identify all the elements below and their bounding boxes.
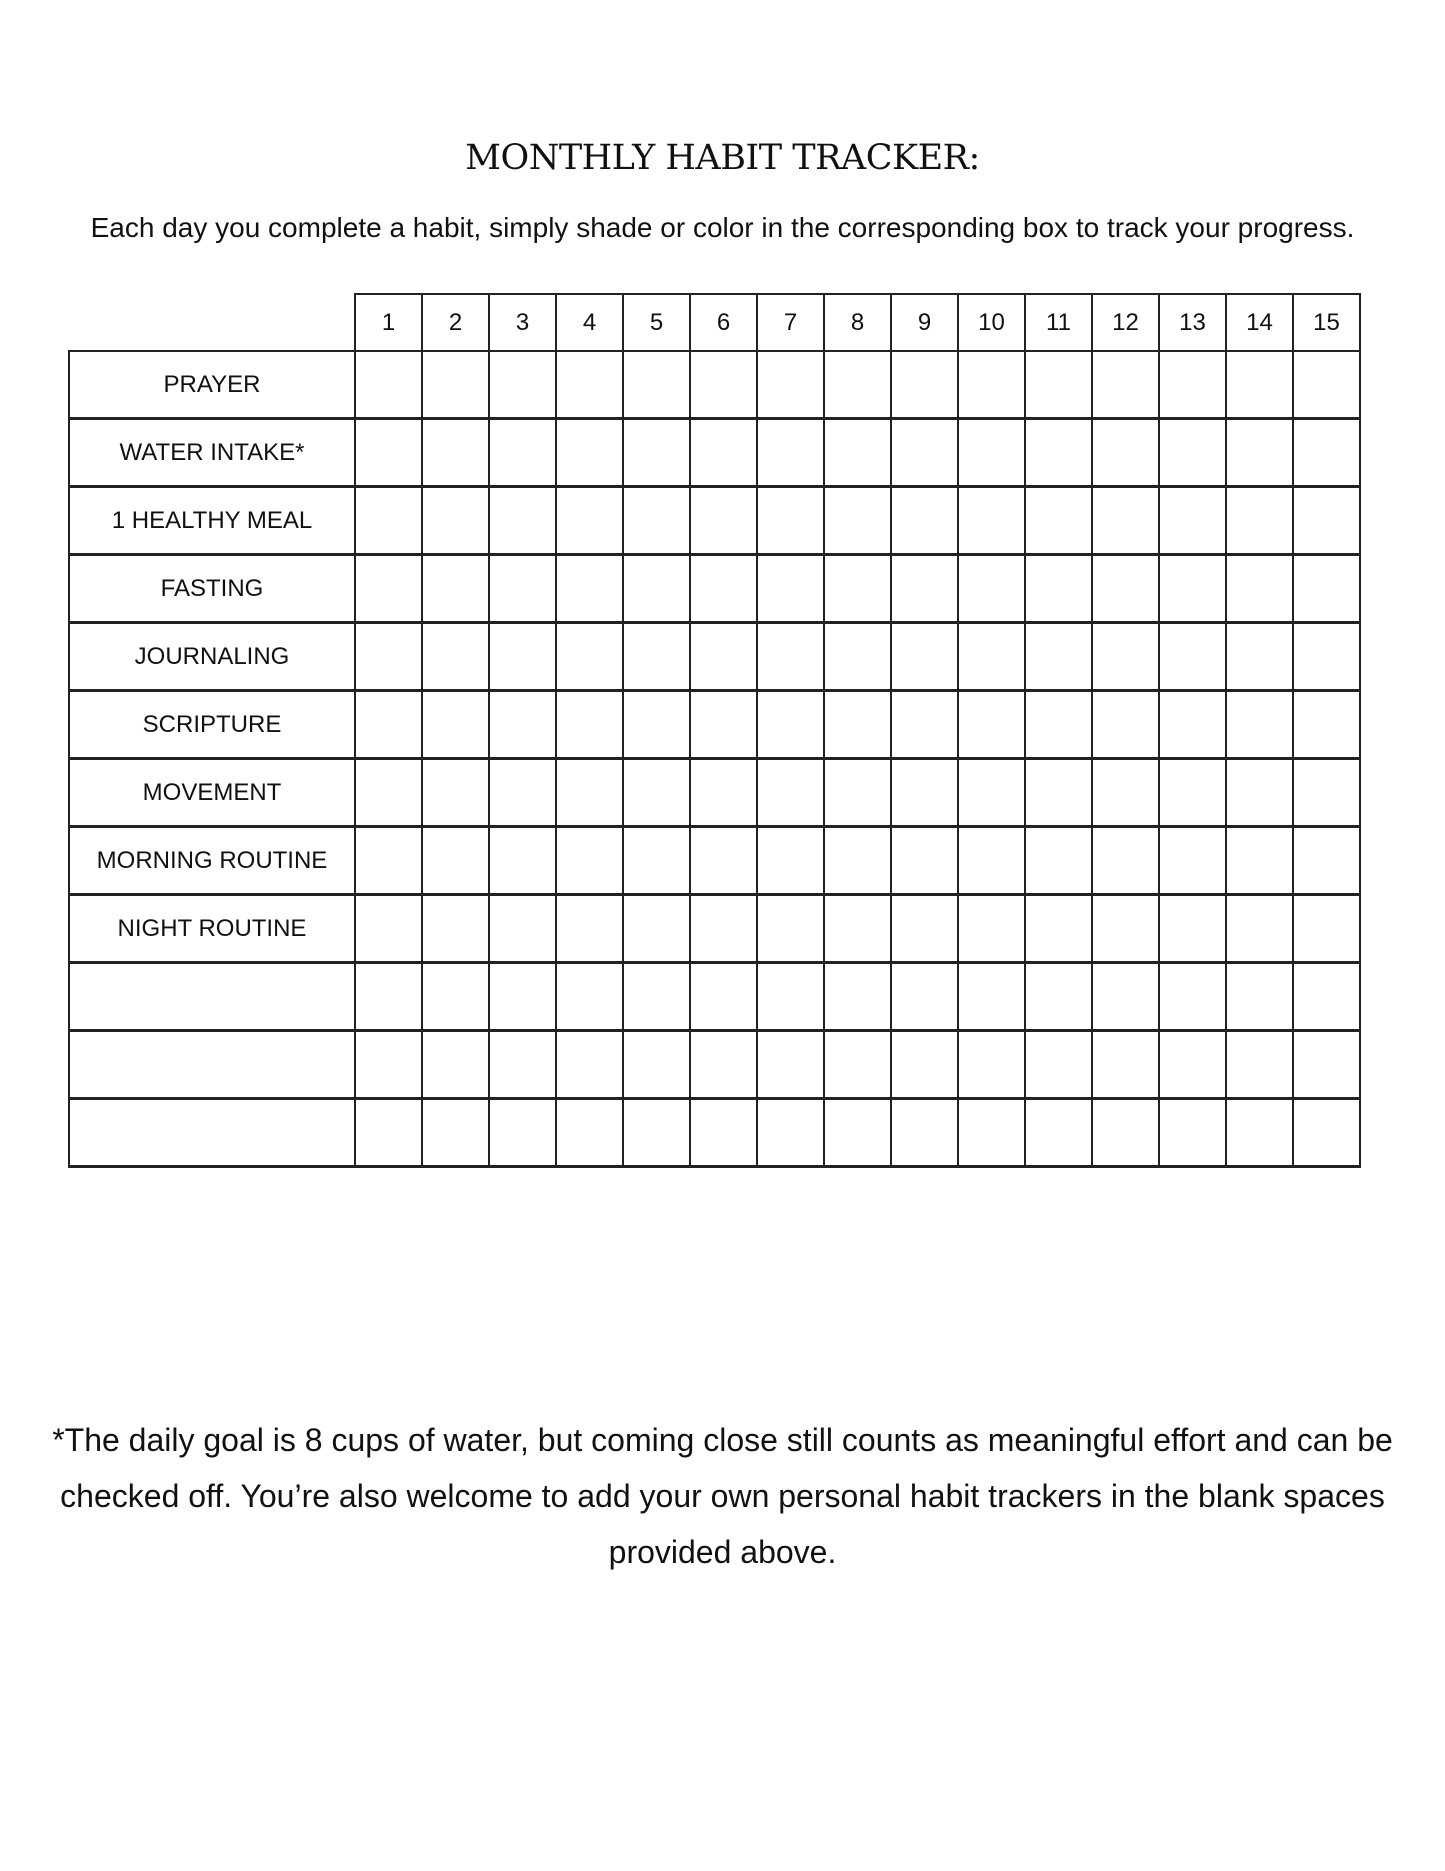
habit-checkbox-cell[interactable] [825, 556, 892, 624]
habit-checkbox-cell[interactable] [1093, 1032, 1160, 1100]
habit-checkbox-cell[interactable] [423, 488, 490, 556]
habit-checkbox-cell[interactable] [1026, 352, 1093, 420]
habit-checkbox-cell[interactable] [691, 488, 758, 556]
habit-checkbox-cell[interactable] [1227, 760, 1294, 828]
habit-checkbox-cell[interactable] [624, 1100, 691, 1168]
habit-checkbox-cell[interactable] [1093, 1100, 1160, 1168]
habit-checkbox-cell[interactable] [490, 1100, 557, 1168]
habit-checkbox-cell[interactable] [356, 420, 423, 488]
habit-checkbox-cell[interactable] [825, 760, 892, 828]
habit-checkbox-cell[interactable] [356, 352, 423, 420]
habit-checkbox-cell[interactable] [691, 352, 758, 420]
page-title: MONTHLY HABIT TRACKER: [465, 138, 980, 178]
day-header-cell: 8 [825, 295, 892, 352]
instructions-text: Each day you complete a habit, simply shade or color in the corresponding box to track your progress. [90, 212, 1355, 243]
habit-checkbox-cell[interactable] [557, 964, 624, 1032]
habit-checkbox-cell[interactable] [959, 556, 1026, 624]
habit-checkbox-cell[interactable] [557, 692, 624, 760]
habit-checkbox-cell[interactable] [1026, 828, 1093, 896]
habit-checkbox-cell[interactable] [356, 624, 423, 692]
habit-row [70, 488, 1361, 556]
habit-label: 1 HEALTHY MEAL [70, 488, 356, 556]
habit-checkbox-cell[interactable] [1093, 352, 1160, 420]
habit-checkbox-cell[interactable] [1227, 420, 1294, 488]
habit-checkbox-cell[interactable] [1093, 964, 1160, 1032]
habit-checkbox-cell[interactable] [356, 896, 423, 964]
habit-checkbox-cell[interactable] [557, 760, 624, 828]
habit-checkbox-cell[interactable] [1093, 624, 1160, 692]
habit-checkbox-cell[interactable] [1093, 488, 1160, 556]
habit-checkbox-cell[interactable] [892, 1100, 959, 1168]
habit-checkbox-cell[interactable] [1093, 556, 1160, 624]
habit-checkbox-cell[interactable] [1160, 624, 1227, 692]
habit-checkbox-cell[interactable] [1227, 1100, 1294, 1168]
habit-checkbox-cell[interactable] [356, 488, 423, 556]
habit-checkbox-cell[interactable] [1294, 964, 1361, 1032]
habit-checkbox-cell[interactable] [959, 692, 1026, 760]
habit-checkbox-cell[interactable] [423, 828, 490, 896]
habit-checkbox-cell[interactable] [959, 1100, 1026, 1168]
habit-label: MORNING ROUTINE [70, 828, 356, 896]
blank-habit-label[interactable] [70, 1032, 356, 1100]
habit-label: NIGHT ROUTINE [70, 896, 356, 964]
habit-checkbox-cell[interactable] [624, 556, 691, 624]
habit-checkbox-cell[interactable] [825, 896, 892, 964]
habit-checkbox-cell[interactable] [1227, 896, 1294, 964]
habit-checkbox-cell[interactable] [1227, 1032, 1294, 1100]
habit-checkbox-cell[interactable] [1026, 420, 1093, 488]
habit-checkbox-cell[interactable] [758, 692, 825, 760]
habit-checkbox-cell[interactable] [356, 556, 423, 624]
habit-checkbox-cell[interactable] [356, 964, 423, 1032]
habit-label: JOURNALING [70, 624, 356, 692]
day-header-cell: 3 [490, 295, 557, 352]
habit-checkbox-cell[interactable] [1294, 692, 1361, 760]
day-header-row [354, 293, 1361, 352]
day-header-cell: 12 [1093, 295, 1160, 352]
habit-checkbox-cell[interactable] [892, 420, 959, 488]
habit-checkbox-cell[interactable] [490, 964, 557, 1032]
habit-checkbox-cell[interactable] [959, 760, 1026, 828]
habit-checkbox-cell[interactable] [1294, 760, 1361, 828]
habit-checkbox-cell[interactable] [959, 1032, 1026, 1100]
habit-checkbox-cell[interactable] [1294, 896, 1361, 964]
habit-checkbox-cell[interactable] [691, 828, 758, 896]
habit-checkbox-cell[interactable] [423, 624, 490, 692]
habit-checkbox-cell[interactable] [825, 420, 892, 488]
day-header-cell: 4 [557, 295, 624, 352]
habit-checkbox-cell[interactable] [758, 420, 825, 488]
day-header-cell: 9 [892, 295, 959, 352]
habit-checkbox-cell[interactable] [423, 964, 490, 1032]
habit-row [70, 420, 1361, 488]
habit-checkbox-cell[interactable] [490, 352, 557, 420]
day-header-cell: 1 [356, 295, 423, 352]
habit-checkbox-cell[interactable] [758, 1100, 825, 1168]
habit-checkbox-cell[interactable] [557, 624, 624, 692]
habit-checkbox-cell[interactable] [557, 828, 624, 896]
habit-checkbox-cell[interactable] [1026, 1032, 1093, 1100]
habit-checkbox-cell[interactable] [490, 556, 557, 624]
habit-checkbox-cell[interactable] [624, 1032, 691, 1100]
habit-checkbox-cell[interactable] [691, 1032, 758, 1100]
habit-checkbox-cell[interactable] [691, 896, 758, 964]
habit-checkbox-cell[interactable] [825, 1100, 892, 1168]
habit-checkbox-cell[interactable] [758, 828, 825, 896]
habit-checkbox-cell[interactable] [1026, 964, 1093, 1032]
habit-checkbox-cell[interactable] [557, 1100, 624, 1168]
habit-checkbox-cell[interactable] [691, 964, 758, 1032]
habit-row [70, 828, 1361, 896]
habit-checkbox-cell[interactable] [356, 1100, 423, 1168]
habit-checkbox-cell[interactable] [1160, 896, 1227, 964]
day-header-cell: 15 [1294, 295, 1361, 352]
habit-checkbox-cell[interactable] [758, 1032, 825, 1100]
habit-checkbox-cell[interactable] [691, 624, 758, 692]
habit-checkbox-cell[interactable] [892, 896, 959, 964]
habit-checkbox-cell[interactable] [557, 488, 624, 556]
habit-checkbox-cell[interactable] [825, 488, 892, 556]
habit-checkbox-cell[interactable] [490, 488, 557, 556]
habit-checkbox-cell[interactable] [557, 1032, 624, 1100]
habit-checkbox-cell[interactable] [1026, 896, 1093, 964]
habit-checkbox-cell[interactable] [758, 760, 825, 828]
day-header-cell: 5 [624, 295, 691, 352]
habit-checkbox-cell[interactable] [892, 760, 959, 828]
habit-checkbox-cell[interactable] [1294, 352, 1361, 420]
habit-checkbox-cell[interactable] [1026, 556, 1093, 624]
habit-checkbox-cell[interactable] [825, 828, 892, 896]
habit-row [70, 896, 1361, 964]
habit-checkbox-cell[interactable] [1294, 1100, 1361, 1168]
habit-checkbox-cell[interactable] [691, 1100, 758, 1168]
habit-checkbox-cell[interactable] [624, 420, 691, 488]
habit-row [70, 556, 1361, 624]
habit-checkbox-cell[interactable] [423, 556, 490, 624]
habit-checkbox-cell[interactable] [1294, 420, 1361, 488]
day-header-cell: 6 [691, 295, 758, 352]
habit-label: MOVEMENT [70, 760, 356, 828]
habit-checkbox-cell[interactable] [758, 964, 825, 1032]
habit-checkbox-cell[interactable] [1160, 556, 1227, 624]
habit-checkbox-cell[interactable] [892, 556, 959, 624]
habit-checkbox-cell[interactable] [1227, 828, 1294, 896]
habit-checkbox-cell[interactable] [1294, 1032, 1361, 1100]
habit-grid [68, 350, 1361, 1168]
habit-checkbox-cell[interactable] [1294, 488, 1361, 556]
habit-checkbox-cell[interactable] [1160, 760, 1227, 828]
habit-checkbox-cell[interactable] [557, 556, 624, 624]
habit-checkbox-cell[interactable] [1227, 488, 1294, 556]
habit-row [70, 1032, 1361, 1100]
habit-checkbox-cell[interactable] [423, 692, 490, 760]
habit-checkbox-cell[interactable] [691, 556, 758, 624]
habit-checkbox-cell[interactable] [892, 488, 959, 556]
habit-checkbox-cell[interactable] [691, 420, 758, 488]
habit-checkbox-cell[interactable] [624, 352, 691, 420]
habit-checkbox-cell[interactable] [892, 1032, 959, 1100]
habit-checkbox-cell[interactable] [758, 488, 825, 556]
habit-checkbox-cell[interactable] [1026, 760, 1093, 828]
day-header-cell: 11 [1026, 295, 1093, 352]
habit-checkbox-cell[interactable] [959, 420, 1026, 488]
habit-checkbox-cell[interactable] [1093, 420, 1160, 488]
habit-checkbox-cell[interactable] [1160, 488, 1227, 556]
habit-checkbox-cell[interactable] [423, 896, 490, 964]
habit-checkbox-cell[interactable] [1160, 692, 1227, 760]
habit-checkbox-cell[interactable] [959, 828, 1026, 896]
habit-checkbox-cell[interactable] [1227, 624, 1294, 692]
habit-checkbox-cell[interactable] [1160, 420, 1227, 488]
habit-checkbox-cell[interactable] [758, 624, 825, 692]
day-header-cell: 14 [1227, 295, 1294, 352]
habit-checkbox-cell[interactable] [1093, 896, 1160, 964]
habit-checkbox-cell[interactable] [959, 624, 1026, 692]
habit-label: SCRIPTURE [70, 692, 356, 760]
habit-checkbox-cell[interactable] [423, 1100, 490, 1168]
habit-checkbox-cell[interactable] [423, 760, 490, 828]
habit-checkbox-cell[interactable] [892, 624, 959, 692]
habit-checkbox-cell[interactable] [1160, 1032, 1227, 1100]
habit-row [70, 964, 1361, 1032]
day-header-cell: 13 [1160, 295, 1227, 352]
habit-checkbox-cell[interactable] [356, 1032, 423, 1100]
habit-checkbox-cell[interactable] [624, 692, 691, 760]
habit-checkbox-cell[interactable] [1227, 352, 1294, 420]
habit-checkbox-cell[interactable] [557, 352, 624, 420]
habit-checkbox-cell[interactable] [423, 1032, 490, 1100]
habit-checkbox-cell[interactable] [825, 624, 892, 692]
habit-checkbox-cell[interactable] [624, 624, 691, 692]
habit-row [70, 1100, 1361, 1168]
habit-checkbox-cell[interactable] [624, 896, 691, 964]
habit-checkbox-cell[interactable] [1294, 556, 1361, 624]
habit-checkbox-cell[interactable] [691, 692, 758, 760]
habit-checkbox-cell[interactable] [356, 828, 423, 896]
habit-checkbox-cell[interactable] [892, 964, 959, 1032]
habit-checkbox-cell[interactable] [892, 828, 959, 896]
habit-label: WATER INTAKE* [70, 420, 356, 488]
habit-checkbox-cell[interactable] [624, 828, 691, 896]
habit-checkbox-cell[interactable] [1093, 828, 1160, 896]
habit-checkbox-cell[interactable] [423, 352, 490, 420]
habit-checkbox-cell[interactable] [490, 760, 557, 828]
habit-checkbox-cell[interactable] [691, 760, 758, 828]
habit-checkbox-cell[interactable] [1294, 828, 1361, 896]
habit-checkbox-cell[interactable] [959, 896, 1026, 964]
habit-checkbox-cell[interactable] [959, 964, 1026, 1032]
habit-checkbox-cell[interactable] [959, 488, 1026, 556]
habit-checkbox-cell[interactable] [758, 896, 825, 964]
habit-checkbox-cell[interactable] [825, 1032, 892, 1100]
habit-checkbox-cell[interactable] [959, 352, 1026, 420]
habit-checkbox-cell[interactable] [490, 828, 557, 896]
habit-row [70, 624, 1361, 692]
day-header-cell: 2 [423, 295, 490, 352]
habit-checkbox-cell[interactable] [1026, 1100, 1093, 1168]
day-header-cell: 10 [959, 295, 1026, 352]
habit-checkbox-cell[interactable] [758, 556, 825, 624]
habit-checkbox-cell[interactable] [1093, 692, 1160, 760]
habit-checkbox-cell[interactable] [825, 352, 892, 420]
habit-checkbox-cell[interactable] [423, 420, 490, 488]
habit-checkbox-cell[interactable] [1026, 624, 1093, 692]
habit-checkbox-cell[interactable] [1160, 352, 1227, 420]
habit-checkbox-cell[interactable] [356, 692, 423, 760]
blank-habit-label[interactable] [70, 964, 356, 1032]
habit-checkbox-cell[interactable] [892, 352, 959, 420]
habit-checkbox-cell[interactable] [490, 896, 557, 964]
day-header-cell: 7 [758, 295, 825, 352]
habit-checkbox-cell[interactable] [557, 420, 624, 488]
habit-checkbox-cell[interactable] [1227, 556, 1294, 624]
habit-checkbox-cell[interactable] [557, 896, 624, 964]
habit-checkbox-cell[interactable] [490, 692, 557, 760]
habit-checkbox-cell[interactable] [1294, 624, 1361, 692]
habit-checkbox-cell[interactable] [490, 420, 557, 488]
habit-checkbox-cell[interactable] [1160, 828, 1227, 896]
habit-checkbox-cell[interactable] [490, 1032, 557, 1100]
habit-checkbox-cell[interactable] [356, 760, 423, 828]
blank-habit-label[interactable] [70, 1100, 356, 1168]
habit-checkbox-cell[interactable] [1093, 760, 1160, 828]
habit-checkbox-cell[interactable] [1227, 964, 1294, 1032]
habit-checkbox-cell[interactable] [624, 488, 691, 556]
habit-label: FASTING [70, 556, 356, 624]
habit-checkbox-cell[interactable] [1026, 488, 1093, 556]
habit-row [70, 352, 1361, 420]
habit-checkbox-cell[interactable] [1160, 964, 1227, 1032]
habit-row [70, 760, 1361, 828]
habit-label: PRAYER [70, 352, 356, 420]
habit-checkbox-cell[interactable] [1160, 1100, 1227, 1168]
habit-checkbox-cell[interactable] [825, 692, 892, 760]
habit-checkbox-cell[interactable] [758, 352, 825, 420]
habit-checkbox-cell[interactable] [825, 964, 892, 1032]
habit-row [70, 692, 1361, 760]
footnote-text: *The daily goal is 8 cups of water, but coming close still counts as meaningful effort and can be checked off. You’re also welcome to add your own personal habit trackers in the blank spaces provided above. [52, 1422, 1393, 1570]
habit-checkbox-cell[interactable] [624, 760, 691, 828]
habit-checkbox-cell[interactable] [1227, 692, 1294, 760]
habit-checkbox-cell[interactable] [490, 624, 557, 692]
habit-checkbox-cell[interactable] [624, 964, 691, 1032]
habit-checkbox-cell[interactable] [1026, 692, 1093, 760]
habit-checkbox-cell[interactable] [892, 692, 959, 760]
